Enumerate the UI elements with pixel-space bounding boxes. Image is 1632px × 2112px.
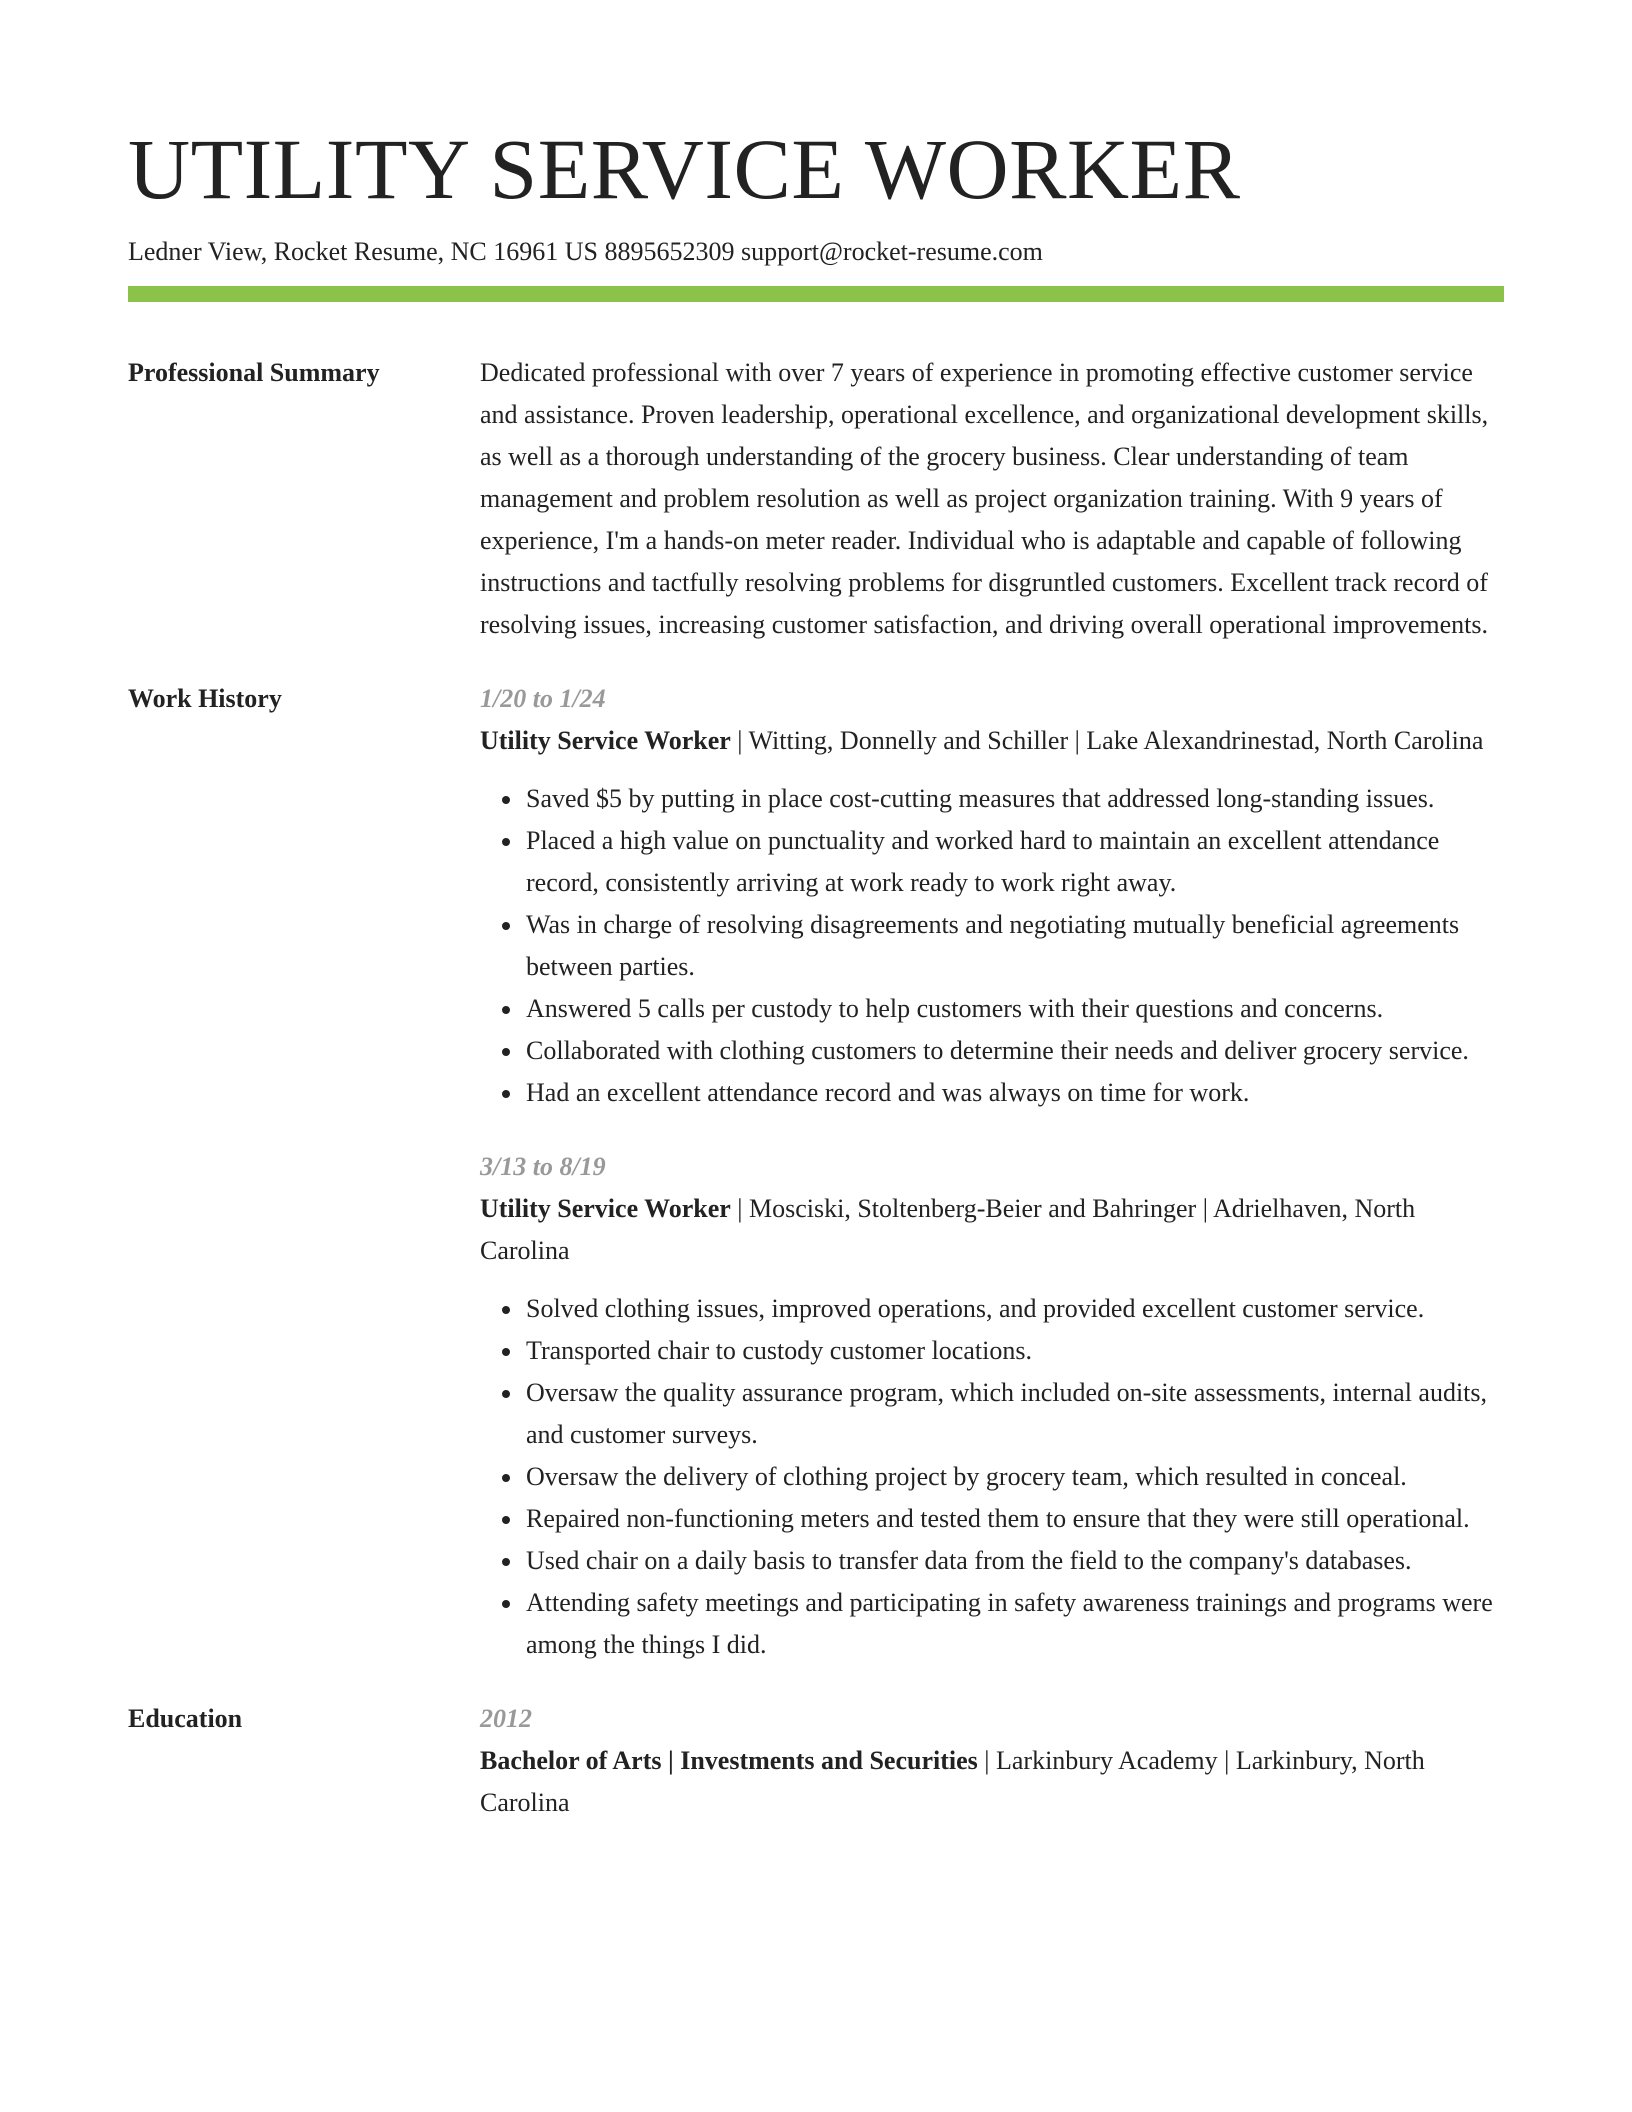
list-item: • Transported chair to custody customer locations. <box>524 1330 1504 1372</box>
education-details: | Larkinbury Academy | Larkinbury, North Carolina <box>480 1746 1425 1817</box>
list-item: • Solved clothing issues, improved operations, and provided excellent customer service. <box>524 1288 1504 1330</box>
job-entry <box>480 678 1504 1114</box>
education-heading <box>480 1740 1504 1824</box>
job-details: | Witting, Donnelly and Schiller | Lake Alexandrinestad, North Carolina <box>730 726 1484 755</box>
section-title-work-history: Work History <box>128 684 282 713</box>
job-heading <box>480 1188 1504 1272</box>
list-item: • Placed a high value on punctuality and worked hard to maintain an excellent attendance record, consistently arriving at work ready to work right away. <box>524 820 1504 904</box>
job-role: Utility Service Worker <box>480 1194 731 1223</box>
job-details: | Mosciski, Stoltenberg-Beier and Bahringer | Adrielhaven, North Carolina <box>480 1194 1416 1265</box>
work-history-section <box>128 678 1504 1666</box>
work-history-body <box>480 678 1504 1666</box>
list-item: • Oversaw the delivery of clothing project by grocery team, which resulted in conceal. <box>524 1456 1504 1498</box>
list-item: • Attending safety meetings and participating in safety awareness trainings and programs were among the things I did. <box>524 1582 1504 1666</box>
summary-text: Dedicated professional with over 7 years of experience in promoting effective customer service and assistance. Proven leadership, operational excellence, and organizational development skills, as well as a thorough understanding of the grocery business. Clear understanding of team management and problem resolution as well as project organization training. With 9 years of experience, I'm a hands-on meter reader. Individual who is adaptable and capable of following instructions and tactfully resolving problems for disgruntled customers. Excellent track record of resolving issues, increasing customer satisfaction, and driving overall operational improvements. <box>480 358 1489 639</box>
list-item: • Collaborated with clothing customers to determine their needs and deliver grocery service. <box>524 1030 1504 1072</box>
list-item: • Was in charge of resolving disagreements and negotiating mutually beneficial agreements between parties. <box>524 904 1504 988</box>
education-degree: Bachelor of Arts | Investments and Securities <box>480 1746 978 1775</box>
job-entry <box>480 1146 1504 1666</box>
list-item: • Repaired non-functioning meters and tested them to ensure that they were still operational. <box>524 1498 1504 1540</box>
resume-header <box>128 0 1504 302</box>
list-item: • Oversaw the quality assurance program, which included on-site assessments, internal audits, and customer surveys. <box>524 1372 1504 1456</box>
job-bullets <box>480 1288 1504 1666</box>
professional-summary-section <box>128 352 1504 646</box>
section-title-education: Education <box>128 1704 243 1733</box>
list-item: • Used chair on a daily basis to transfer data from the field to the company's databases. <box>524 1540 1504 1582</box>
section-title-summary: Professional Summary <box>128 358 380 387</box>
job-bullets <box>480 778 1504 1114</box>
education-section <box>128 1698 1504 1824</box>
education-year: 2012 <box>480 1704 532 1733</box>
contact-info: Ledner View, Rocket Resume, NC 16961 US 8895652309 support@rocket-resume.com <box>128 237 1043 266</box>
accent-divider <box>128 286 1504 302</box>
job-heading <box>480 720 1504 762</box>
job-role: Utility Service Worker <box>480 726 731 755</box>
education-body <box>480 1698 1504 1824</box>
list-item: • Answered 5 calls per custody to help customers with their questions and concerns. <box>524 988 1504 1030</box>
job-dates: 1/20 to 1/24 <box>480 684 606 713</box>
candidate-name: UTILITY SERVICE WORKER <box>128 121 1241 217</box>
list-item: • Saved $5 by putting in place cost-cutting measures that addressed long-standing issues. <box>524 778 1504 820</box>
list-item: • Had an excellent attendance record and was always on time for work. <box>524 1072 1504 1114</box>
job-dates: 3/13 to 8/19 <box>480 1152 606 1181</box>
